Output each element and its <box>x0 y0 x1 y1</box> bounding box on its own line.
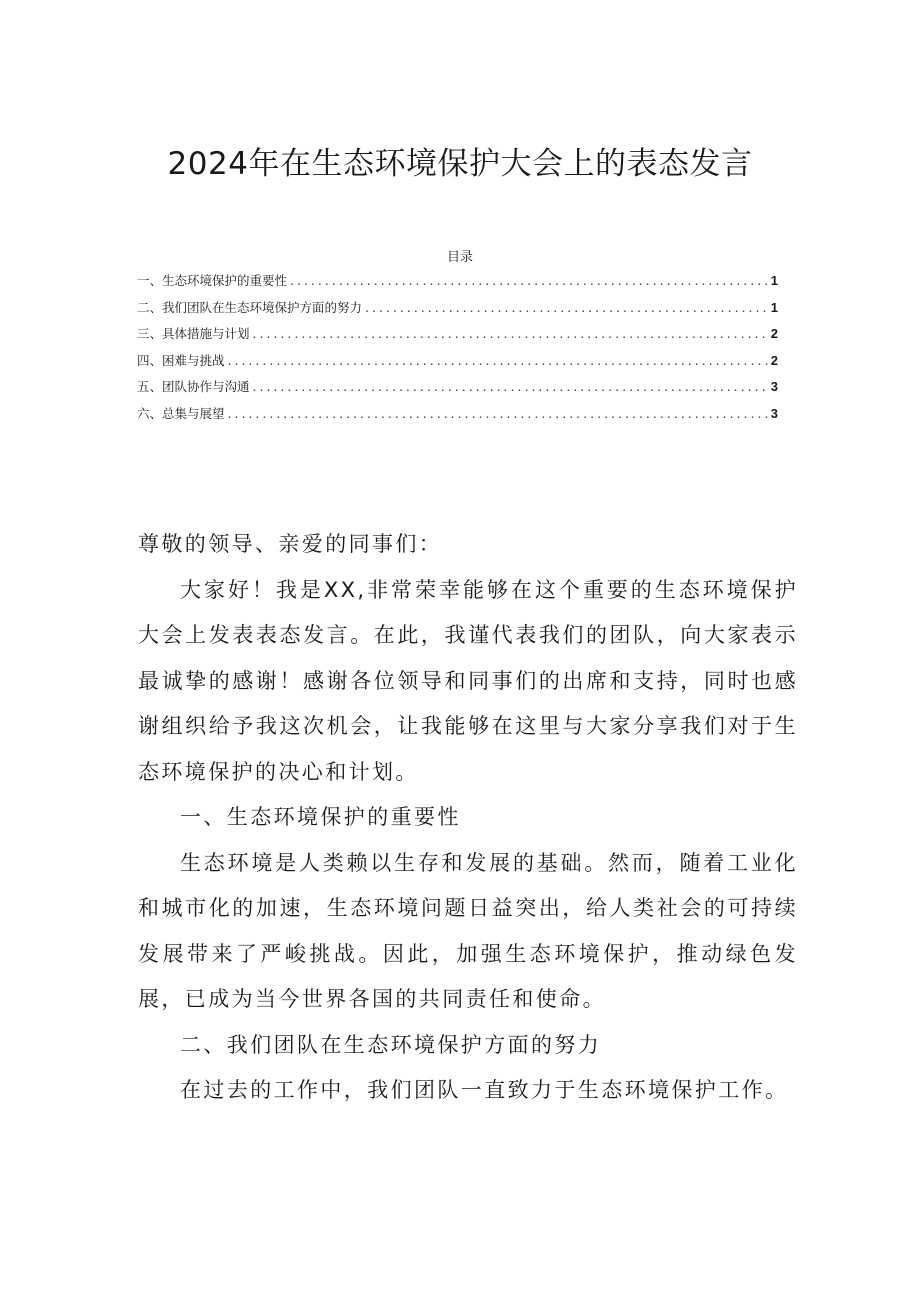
toc-item[interactable] <box>137 377 778 404</box>
toc-item-label: 三、具体措施与计划 <box>137 326 250 342</box>
document-body <box>138 522 798 1114</box>
toc-dot-leader <box>253 326 768 341</box>
intro-paragraph: 大家好！我是XX,非常荣幸能够在这个重要的生态环境保护大会上发表表态发言。在此，我谨代表我们的团队，向大家表示最诚挚的感谢！感谢各位领导和同事们的出席和支持，同时也感谢组织给予我这次机会，让我能够在这里与大家分享我们对于生态环境保护的决心和计划。 <box>138 577 798 784</box>
toc-item[interactable] <box>137 324 778 351</box>
toc-item-page: 3 <box>770 405 778 421</box>
toc-item-label: 二、我们团队在生态环境保护方面的努力 <box>137 299 363 315</box>
toc-dot-leader <box>365 300 768 315</box>
toc-dot-leader <box>253 379 768 394</box>
table-of-contents <box>137 271 778 431</box>
toc-item-label: 六、总集与展望 <box>137 405 225 421</box>
toc-item-label: 一、生态环境保护的重要性 <box>137 273 288 288</box>
section-heading: 二、我们团队在生态环境保护方面的努力 <box>180 1032 602 1057</box>
toc-dot-leader <box>290 273 768 288</box>
section-paragraph: 生态环境是人类赖以生存和发展的基础。然而，随着工业化和城市化的加速，生态环境问题日益突出，给人类社会的可持续发展带来了严峻挑战。因此，加强生态环境保护，推动绿色发展，已成为当今世界各国的共同责任和使命。 <box>138 850 798 1011</box>
toc-item-page: 2 <box>770 352 778 368</box>
section-heading: 一、生态环境保护的重要性 <box>180 805 461 829</box>
toc-item[interactable] <box>137 351 778 378</box>
toc-heading: 目录 <box>446 250 473 265</box>
toc-dot-leader <box>228 353 768 368</box>
toc-item-label: 四、困难与挑战 <box>137 352 225 368</box>
toc-dot-leader <box>228 406 768 421</box>
toc-item[interactable] <box>137 271 778 298</box>
toc-item-page: 1 <box>770 273 778 288</box>
toc-item-page: 1 <box>770 299 778 315</box>
toc-item-page: 2 <box>770 326 778 342</box>
toc-item-page: 3 <box>770 379 778 395</box>
document-title: 2024年在生态环境保护大会上的表态发言 <box>167 146 753 182</box>
toc-item-label: 五、团队协作与沟通 <box>137 379 250 395</box>
salutation: 尊敬的领导、亲爱的同事们： <box>138 532 443 556</box>
toc-item[interactable] <box>137 298 778 325</box>
section-paragraph: 在过去的工作中，我们团队一直致力于生态环境保护工作。 <box>180 1078 789 1102</box>
toc-item[interactable] <box>137 404 778 431</box>
